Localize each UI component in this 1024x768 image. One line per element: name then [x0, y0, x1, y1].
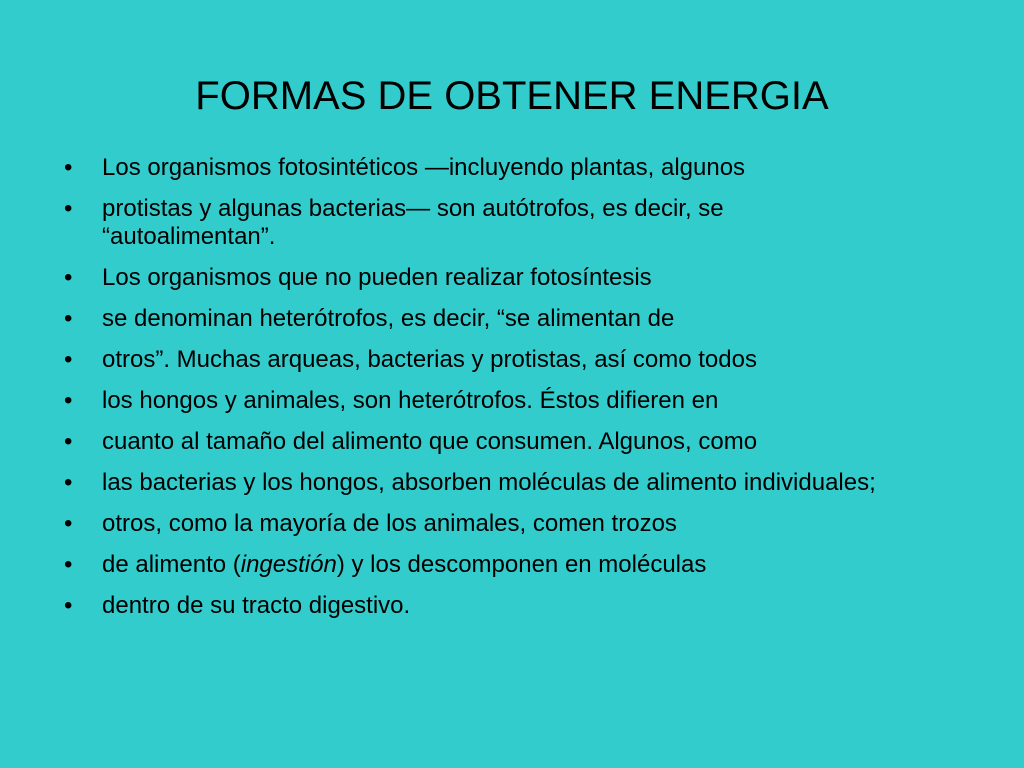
bullet-item	[64, 195, 884, 251]
bullet-text	[102, 551, 706, 578]
bullet-text: Los organismos fotosintéticos —incluyendo plantas, algunos	[102, 154, 746, 181]
bullet-dot-icon: •	[64, 346, 73, 373]
bullet-item	[64, 551, 884, 579]
bullet-item	[64, 346, 884, 374]
bullet-text: otros”. Muchas arqueas, bacterias y protistas, así como todos	[102, 346, 757, 373]
bullet-text: Los organismos que no pueden realizar fotosíntesis	[102, 264, 652, 291]
bullet-item	[64, 428, 884, 456]
bullet-dot-icon: •	[64, 154, 73, 181]
bullet-item	[64, 154, 884, 182]
italic-term: ingestión	[240, 551, 337, 578]
bullet-text: dentro de su tracto digestivo.	[102, 592, 411, 619]
bullet-dot-icon: •	[64, 510, 73, 537]
bullet-text: protistas y algunas bacterias— son autótrofos, es decir, se “autoalimentan”.	[102, 195, 724, 250]
bullet-item	[64, 510, 884, 538]
slide-title: FORMAS DE OBTENER ENERGIA	[195, 74, 829, 118]
bullet-item	[64, 264, 884, 292]
bullet-text: se denominan heterótrofos, es decir, “se alimentan de	[102, 305, 675, 332]
bullet-text: cuanto al tamaño del alimento que consumen. Algunos, como	[102, 428, 758, 455]
bullet-dot-icon: •	[64, 195, 73, 222]
bullet-text-part: ) y los descomponen en moléculas	[336, 551, 707, 578]
bullet-text: otros, como la mayoría de los animales, comen trozos	[102, 510, 677, 537]
bullet-dot-icon: •	[64, 428, 73, 455]
bullet-dot-icon: •	[64, 387, 73, 414]
bullet-item	[64, 305, 884, 333]
bullet-text: las bacterias y los hongos, absorben moléculas de alimento individuales;	[102, 469, 876, 496]
bullet-item	[64, 469, 884, 497]
bullet-dot-icon: •	[64, 305, 73, 332]
bullet-list	[64, 154, 884, 633]
bullet-item	[64, 387, 884, 415]
bullet-dot-icon: •	[64, 469, 73, 496]
bullet-dot-icon: •	[64, 592, 73, 619]
bullet-dot-icon: •	[64, 551, 73, 578]
bullet-item	[64, 592, 884, 620]
bullet-text-part: de alimento (	[102, 551, 241, 578]
bullet-text: los hongos y animales, son heterótrofos. Éstos difieren en	[102, 387, 719, 414]
bullet-dot-icon: •	[64, 264, 73, 291]
